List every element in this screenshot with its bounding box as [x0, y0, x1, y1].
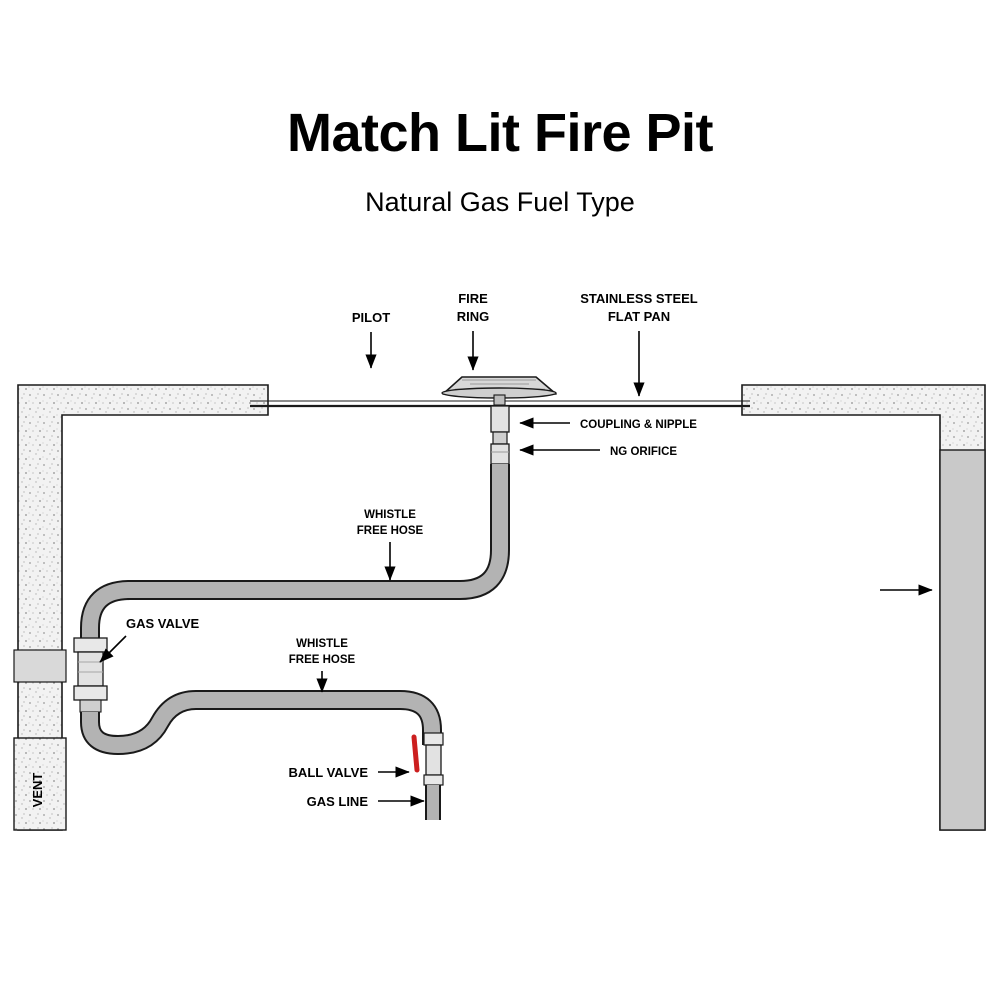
- callout-ball-valve-label: BALL VALVE: [288, 765, 368, 780]
- whistle-free-hose-upper: [90, 464, 500, 640]
- gas-valve: [74, 638, 107, 712]
- vent-block: [14, 650, 66, 830]
- callout-coupling-nipple-label: COUPLING & NIPPLE: [580, 419, 697, 431]
- ball-valve-assembly: [414, 733, 443, 820]
- vent-label: VENT: [30, 772, 45, 808]
- whistle-free-hose-lower: [90, 700, 432, 745]
- page-title: Match Lit Fire Pit: [286, 103, 714, 163]
- callout-hose-upper-label-1: WHISTLE: [364, 509, 416, 521]
- callouts: [100, 291, 932, 809]
- callout-pilot-label: PILOT: [351, 310, 391, 325]
- callout-hose-lower-label-2: FREE HOSE: [288, 654, 356, 666]
- callout-hose-lower-label-1: WHISTLE: [296, 638, 348, 650]
- callout-flat-pan-label-1: STAINLESS STEEL: [580, 291, 698, 306]
- callout-gas-line-label: GAS LINE: [306, 794, 368, 809]
- ball-valve-handle: [414, 737, 417, 770]
- callout-flat-pan-label-2: FLAT PAN: [607, 309, 671, 324]
- coupling-nipple-orifice: [491, 406, 509, 464]
- callout-fire-ring-label-1: FIRE: [458, 291, 488, 306]
- page-subtitle: Natural Gas Fuel Type: [365, 187, 635, 217]
- callout-ng-orifice-label: NG ORIFICE: [610, 446, 678, 458]
- callout-gas-valve-label: GAS VALVE: [126, 616, 200, 631]
- callout-fire-ring-label-2: RING: [456, 309, 490, 324]
- callout-hose-upper-label-2: FREE HOSE: [356, 525, 424, 537]
